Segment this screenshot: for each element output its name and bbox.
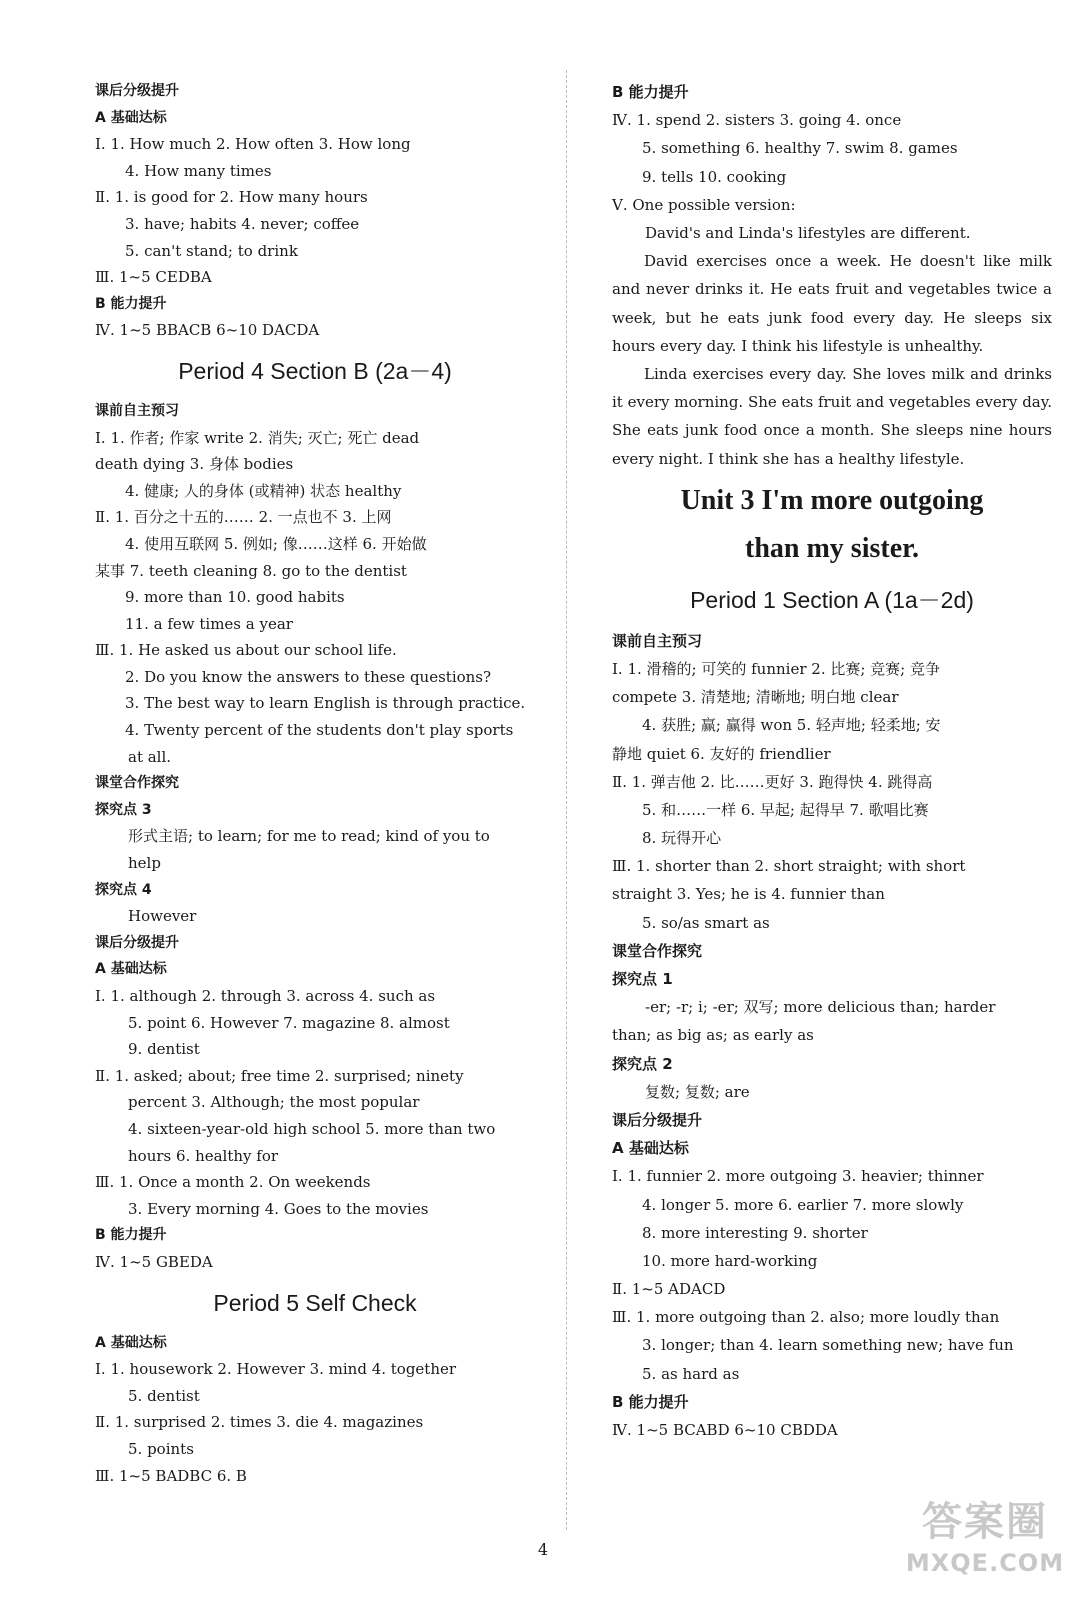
answer-line: Ⅱ. 1. asked; about; free time 2. surprised; ninety (95, 1066, 464, 1085)
left-column (95, 78, 535, 1489)
answer-line: Ⅲ. 1~5 CEDBA (95, 268, 212, 287)
answer-line-indented: 2. Do you know the answers to these questions? (125, 667, 492, 686)
answer-line: Ⅰ. 1. 滑稽的; 可笑的 funnier 2. 比赛; 竞赛; 竞争 (612, 659, 941, 678)
section-heading: 探究点 2 (612, 1054, 673, 1073)
answer-line: Ⅳ. 1. spend 2. sisters 3. going 4. once (612, 111, 902, 130)
answer-line-continued: 某事 7. teeth cleaning 8. go to the dentist (95, 561, 407, 580)
answer-line: Ⅴ. One possible version: (612, 195, 796, 214)
essay-paragraph: David exercises once a week. He doesn't like milk and never drinks it. He eats fruit and vegetables twice a week, but he eats junk food every day. He sleeps six hours every day. I think his lifestyle is unhealthy. (612, 252, 1052, 355)
answer-line-indented: 5. as hard as (642, 1364, 740, 1383)
answer-line-indented: 4. How many times (125, 161, 272, 180)
answer-line-indented: 5. so/as smart as (642, 913, 770, 932)
section-heading: 课堂合作探究 (95, 775, 179, 792)
watermark-text: 答案圈 (922, 1499, 1048, 1545)
answer-line-indented: 4. 使用互联网 5. 例如; 像……这样 6. 开始做 (125, 534, 427, 553)
answer-line-indented: 4. sixteen-year-old high school 5. more than two (128, 1119, 496, 1138)
answer-line-indented: 4. 获胜; 赢; 赢得 won 5. 轻声地; 轻柔地; 安 (642, 716, 941, 735)
essay-paragraph: Linda exercises every day. She loves milk and drinks it every morning. She eats fruit and vegetables every day. She eats junk food once a month. She sleeps nine hours every night. I think she has a healthy lifestyle. (612, 364, 1052, 468)
answer-line-indented: 10. more hard-working (642, 1251, 818, 1270)
section-heading: 课前自主预习 (612, 631, 703, 650)
right-top-answers (612, 78, 1052, 247)
answer-line-indented: 复数; 复数; are (645, 1082, 750, 1101)
answer-line-continued: compete 3. 清楚地; 清晰地; 明白地 clear (612, 688, 899, 707)
answer-line: Ⅳ. 1~5 BCABD 6~10 CBDDA (612, 1421, 838, 1439)
answer-line: Ⅱ. 1. surprised 2. times 3. die 4. magazines (95, 1413, 424, 1432)
section-heading: A 基础达标 (95, 1334, 167, 1351)
answer-line: Ⅰ. 1. although 2. through 3. across 4. such as (95, 987, 436, 1005)
answer-line: Ⅲ. 1. Once a month 2. On weekends (95, 1173, 371, 1192)
answer-line-indented: 4. longer 5. more 6. earlier 7. more slowly (642, 1195, 964, 1214)
answer-line-indented: 5. 和……一样 6. 早起; 起得早 7. 歌唱比赛 (642, 800, 929, 819)
section-heading: 探究点 4 (95, 881, 152, 898)
section-heading: A 基础达标 (95, 109, 167, 126)
answer-line: Ⅱ. 1. is good for 2. How many hours (95, 188, 368, 207)
answer-line-indented: hours 6. healthy for (128, 1146, 279, 1165)
answer-line-continued: than; as big as; as early as (612, 1026, 814, 1045)
column-divider (566, 70, 567, 1530)
answer-line: Ⅲ. 1~5 BADBC 6. B (95, 1466, 247, 1485)
answer-line: Ⅰ. 1. housework 2. However 3. mind 4. together (95, 1360, 457, 1379)
answer-line-indented: 5. points (128, 1439, 194, 1458)
answer-line: Ⅰ. 1. funnier 2. more outgoing 3. heavier; thinner (612, 1167, 984, 1186)
answer-line-continued: death dying 3. 身体 bodies (95, 455, 294, 474)
watermark-logo (900, 1496, 1070, 1592)
answer-line: Ⅳ. 1~5 BBACB 6~10 DACDA (95, 321, 320, 340)
answer-line-indented: 4. Twenty percent of the students don't play sports (125, 721, 514, 740)
right-bottom-answers (612, 573, 1052, 1444)
section-heading: 探究点 3 (95, 801, 152, 818)
section-heading: 课前自主预习 (95, 402, 179, 419)
answer-line-indented: 9. more than 10. good habits (125, 588, 345, 607)
section-heading: 课后分级提升 (95, 83, 179, 99)
answer-line-indented: 5. something 6. healthy 7. swim 8. games (642, 139, 958, 158)
answer-line-indented: 8. 玩得开心 (642, 829, 722, 848)
section-heading: 探究点 1 (612, 970, 673, 988)
answer-line: Ⅰ. 1. How much 2. How often 3. How long (95, 135, 411, 154)
period-title: Period 1 Section A (1a－2d) (690, 586, 974, 613)
answer-line-indented: 3. Every morning 4. Goes to the movies (128, 1199, 429, 1218)
answer-line-indented: 3. The best way to learn English is through practice. (125, 694, 526, 713)
answer-line-indented: 4. 健康; 人的身体 (或精神) 状态 healthy (125, 481, 402, 500)
essay-intro: David's and Linda's lifestyles are different. (645, 223, 971, 242)
answer-line-indented: -er; -r; i; -er; 双写; more delicious than; harder (645, 998, 996, 1017)
answer-line: Ⅲ. 1. shorter than 2. short straight; with short (612, 857, 966, 876)
answer-line: Ⅲ. 1. more outgoing than 2. also; more loudly than (612, 1308, 1000, 1327)
answer-line: Ⅱ. 1. 弹吉他 2. 比……更好 3. 跑得快 4. 跳得高 (612, 772, 933, 791)
section-heading: 课堂合作探究 (612, 941, 703, 960)
answer-line: Ⅰ. 1. 作者; 作家 write 2. 消失; 灭亡; 死亡 dead (95, 428, 420, 447)
answer-line-indented: at all. (128, 747, 172, 766)
answer-line-indented: 3. have; habits 4. never; coffee (125, 214, 360, 233)
right-column (612, 78, 1052, 1444)
answer-line-indented: 8. more interesting 9. shorter (642, 1223, 868, 1242)
answer-line: Ⅱ. 1~5 ADACD (612, 1280, 726, 1299)
answer-line-indented: percent 3. Although; the most popular (128, 1093, 420, 1112)
answer-line-indented: 5. dentist (128, 1386, 200, 1405)
answer-line-indented: 5. point 6. However 7. magazine 8. almost (128, 1013, 450, 1032)
answer-line-indented: help (128, 854, 161, 873)
answer-line-indented: 3. longer; than 4. learn something new; have fun (642, 1336, 1014, 1355)
answer-line-indented: 11. a few times a year (125, 614, 293, 633)
page-number: 4 (537, 1540, 549, 1559)
answer-line-indented: 5. can't stand; to drink (125, 241, 298, 260)
period-title: Period 4 Section B (2a－4) (178, 357, 452, 384)
section-heading: 课后分级提升 (612, 1110, 703, 1129)
watermark-url: MXQE.COM (905, 1549, 1065, 1577)
answer-line-continued: straight 3. Yes; he is 4. funnier than (612, 885, 885, 904)
answer-line-continued: 静地 quiet 6. 友好的 friendlier (612, 744, 831, 763)
section-heading: B 能力提升 (612, 1392, 689, 1411)
section-heading: B 能力提升 (95, 295, 167, 312)
section-heading: B 能力提升 (95, 1227, 167, 1244)
section-heading: 课后分级提升 (95, 934, 179, 951)
section-heading: B 能力提升 (612, 83, 689, 101)
answer-line: Ⅱ. 1. 百分之十五的…… 2. 一点也不 3. 上网 (95, 508, 392, 527)
answer-line-indented: 形式主语; to learn; for me to read; kind of you to (128, 827, 490, 846)
section-heading: A 基础达标 (612, 1139, 689, 1158)
answer-line-indented: 9. tells 10. cooking (642, 167, 787, 186)
answer-line-indented: However (128, 907, 197, 926)
unit-title-line-1: Unit 3 I'm more outgoing (680, 484, 984, 516)
unit-title-line-2: than my sister. (745, 532, 919, 564)
answer-line: Ⅲ. 1. He asked us about our school life. (95, 641, 397, 660)
sample-essay (612, 247, 1052, 473)
section-heading: A 基础达标 (95, 961, 167, 978)
answer-line: Ⅳ. 1~5 GBEDA (95, 1252, 213, 1271)
answer-line-indented: 9. dentist (128, 1040, 200, 1059)
period-title: Period 5 Self Check (213, 1289, 417, 1316)
